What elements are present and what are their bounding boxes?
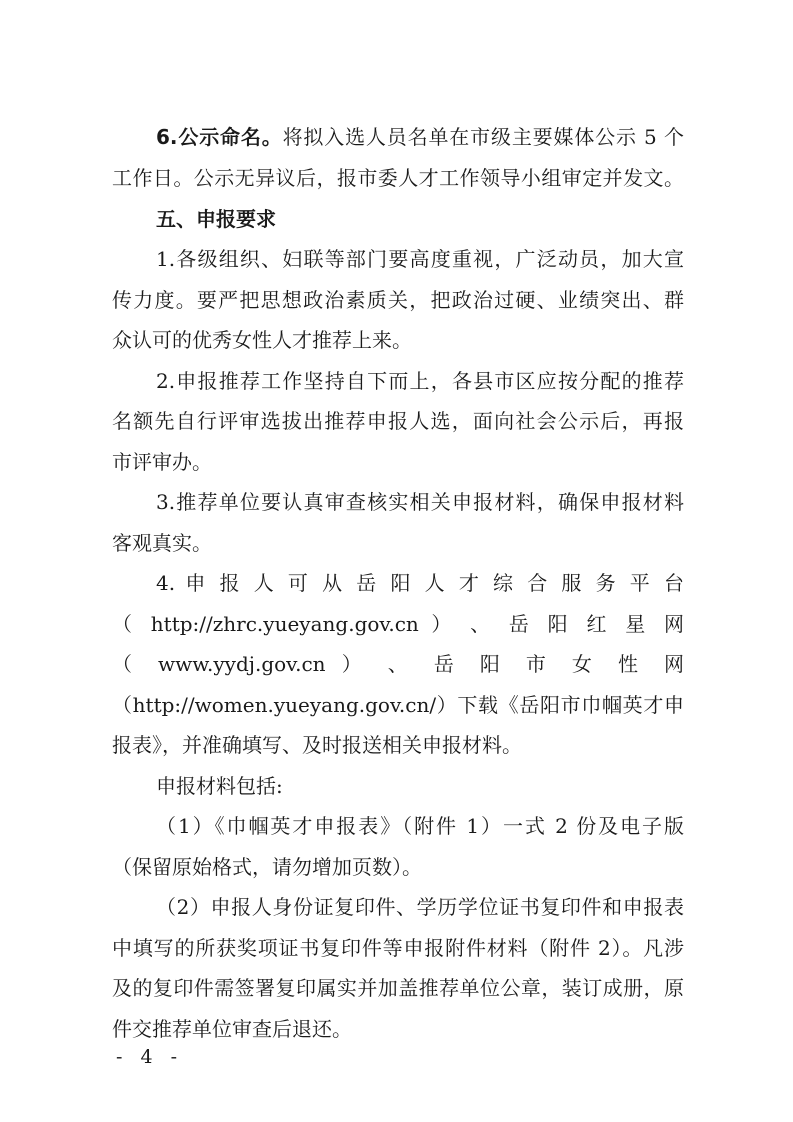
r2-line-2: 名额先自行评审选拔出推荐申报人选，面向社会公示后，再报 <box>112 409 684 433</box>
m2-line-1: （2）申报人身份证复印件、学历学位证书复印件和申报表 <box>156 895 684 919</box>
r3-line-1: 3.推荐单位要认真审查核实相关申报材料，确保申报材料 <box>156 490 684 514</box>
item6-line-2: 工作日。公示无异议后，报市委人才工作领导小组审定并发文。 <box>112 166 684 190</box>
m1-line-1: （1）《巾帼英才申报表》（附件 1）一式 2 份及电子版 <box>156 814 684 838</box>
r2-line-3: 市评审办。 <box>112 450 212 474</box>
m2-line-2: 中填写的所获奖项证书复印件等申报附件材料（附件 2）。凡涉 <box>112 936 684 960</box>
m2-line-4: 件交推荐单位审查后退还。 <box>112 1017 352 1041</box>
materials-intro: 申报材料包括: <box>156 774 283 798</box>
r2-line-1: 2.申报推荐工作坚持自下而上，各县市区应按分配的推荐 <box>156 369 684 393</box>
r4-line-1: 4. 申 报 人 可 从 岳 阳 人 才 综 合 服 务 平 台 <box>156 571 684 595</box>
item6-line-1 <box>156 124 684 150</box>
r1-line-3: 众认可的优秀女性人才推荐上来。 <box>112 328 412 352</box>
r4-line-3: （ www.yydj.gov.cn ） 、 岳 阳 市 女 性 网 <box>112 652 684 676</box>
r3-line-2: 客观真实。 <box>112 531 212 555</box>
item6-text: 将拟入选人员名单在市级主要媒体公示 5 个 <box>282 125 684 149</box>
r1-line-1: 1.各级组织、妇联等部门要高度重视，广泛动员，加大宣 <box>156 247 684 271</box>
r4-line-4: （http://women.yueyang.gov.cn/）下载《岳阳市巾帼英才申 <box>112 693 684 717</box>
r1-line-2: 传力度。要严把思想政治素质关，把政治过硬、业绩突出、群 <box>112 288 684 312</box>
r4-line-5: 报表》，并准确填写、及时报送相关申报材料。 <box>112 733 522 757</box>
m2-line-3: 及的复印件需签署复印属实并加盖推荐单位公章，装订成册，原 <box>112 976 684 1000</box>
r4-line-2: （ http://zhrc.yueyang.gov.cn ） 、 岳 阳 红 星 网 <box>112 612 684 636</box>
m1-line-2: （保留原始格式，请勿增加页数）。 <box>112 855 422 879</box>
section5-heading: 五、申报要求 <box>156 207 276 231</box>
item6-heading: 6.公示命名。 <box>156 125 283 149</box>
page-number: - 4 - <box>116 1046 184 1068</box>
